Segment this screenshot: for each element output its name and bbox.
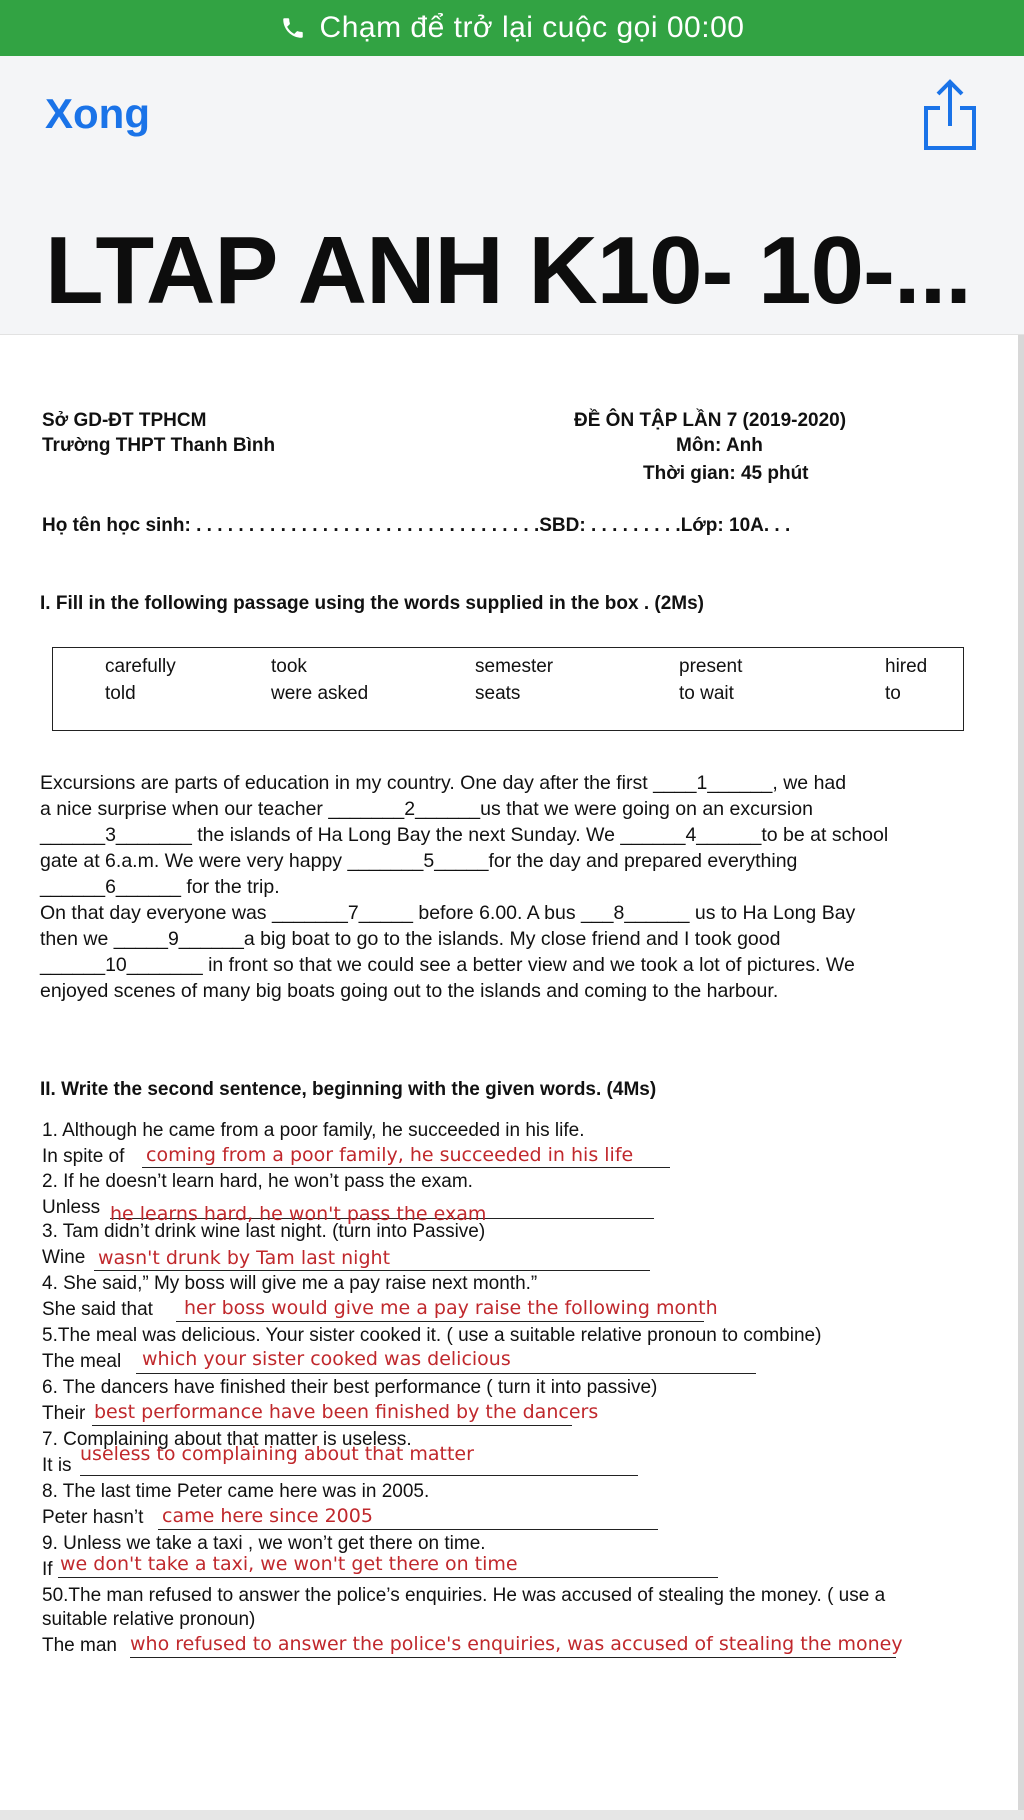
handwritten-answer: he learns hard, he won't pass the exam	[110, 1203, 487, 1225]
answer-line	[94, 1270, 650, 1271]
handwritten-answer: who refused to answer the police's enquiries, was accused of stealing the money	[130, 1633, 903, 1655]
header-school: Trường THPT Thanh Bình	[42, 435, 276, 456]
call-bar-text: Chạm để trở lại cuộc gọi 00:00	[319, 11, 745, 44]
header-dept: Sở GD-ĐT TPHCM	[42, 410, 207, 431]
word: took	[271, 656, 307, 677]
header-subject: Môn: Anh	[676, 435, 763, 456]
word: told	[105, 683, 136, 704]
share-icon[interactable]	[920, 76, 980, 152]
passage-line: a nice surprise when our teacher _______2______us that we were going on an excursion	[40, 798, 813, 820]
question-text: 8. The last time Peter came here was in 2005.	[42, 1481, 430, 1502]
passage-line: On that day everyone was _______7_____ before 6.00. A bus ___8______ us to Ha Long Bay	[40, 902, 856, 924]
word: to wait	[679, 683, 734, 704]
passage-line: then we _____9______a big boat to go to the islands. My close friend and I took good	[40, 928, 781, 950]
handwritten-answer: wasn't drunk by Tam last night	[98, 1247, 391, 1269]
question-text-cont: suitable relative pronoun)	[42, 1609, 256, 1630]
passage-line: ______3_______ the islands of Ha Long Bay the next Sunday. We ______4______to be at school	[40, 824, 889, 846]
phone-icon	[280, 15, 306, 41]
document-page[interactable]	[0, 335, 1024, 1820]
page-edge	[1018, 335, 1024, 1820]
answer-line	[80, 1475, 638, 1476]
question-text: 7. Complaining about that matter is useless.	[42, 1429, 412, 1450]
question-text: 1. Although he came from a poor family, he succeeded in his life.	[42, 1120, 585, 1141]
question-text: 6. The dancers have finished their best performance ( turn it into passive)	[42, 1377, 658, 1398]
word: seats	[475, 683, 521, 704]
answer-prefix: Peter hasn’t	[42, 1507, 144, 1528]
question-text: 3. Tam didn’t drink wine last night. (turn into Passive)	[42, 1221, 486, 1242]
answer-prefix: It is	[42, 1455, 72, 1476]
handwritten-answer: best performance have been finished by the dancers	[94, 1401, 599, 1423]
answer-line	[130, 1657, 896, 1658]
handwritten-answer: useless to complaining about that matter	[80, 1443, 474, 1465]
word: hired	[885, 656, 928, 677]
return-to-call-bar[interactable]	[0, 0, 1024, 56]
word-box	[52, 647, 964, 731]
question-text: 4. She said,” My boss will give me a pay raise next month.”	[42, 1273, 538, 1294]
handwritten-answer: coming from a poor family, he succeeded in his life	[146, 1144, 634, 1166]
handwritten-answer: we don't take a taxi, we won't get there on time	[60, 1553, 518, 1575]
answer-line	[142, 1167, 670, 1168]
header-time: Thời gian: 45 phút	[643, 463, 809, 484]
answer-line	[136, 1373, 756, 1374]
answer-prefix: Unless	[42, 1197, 101, 1218]
word: semester	[475, 656, 554, 677]
answer-prefix: The meal	[42, 1351, 122, 1372]
header-exam: ĐỀ ÔN TẬP LẦN 7 (2019-2020)	[574, 410, 847, 431]
part2-heading: II. Write the second sentence, beginning with the given words. (4Ms)	[40, 1079, 657, 1100]
part1-heading: I. Fill in the following passage using the words supplied in the box . (2Ms)	[40, 593, 704, 614]
student-info-line: Họ tên học sinh: . . . . . . . . . . . . . . . . . . . . . . . . . . . . . . . . .SBD: . . . . . . . . .Lớp: 10A. . .	[42, 515, 791, 536]
answer-prefix: She said that	[42, 1299, 153, 1320]
passage-line: gate at 6.a.m. We were very happy _______5_____for the day and prepared everything	[40, 850, 798, 872]
passage-line: ______10_______ in front so that we could see a better view and we took a lot of pictures. We	[40, 954, 855, 976]
document-title: LTAP ANH K10- 10-...	[45, 217, 971, 324]
word: to	[885, 683, 901, 704]
handwritten-answer: her boss would give me a pay raise the following month	[184, 1297, 718, 1319]
passage-line: Excursions are parts of education in my country. One day after the first ____1______, we had	[40, 772, 847, 794]
word: were asked	[271, 683, 369, 704]
word: present	[679, 656, 743, 677]
page-bottom-edge	[0, 1810, 1024, 1820]
question-text: 9. Unless we take a taxi , we won’t get there on time.	[42, 1533, 486, 1554]
answer-line	[176, 1321, 704, 1322]
handwritten-answer: came here since 2005	[162, 1505, 373, 1527]
passage-line: enjoyed scenes of many big boats going out to the islands and coming to the harbour.	[40, 980, 779, 1002]
answer-prefix: The man	[42, 1635, 117, 1656]
handwritten-answer: which your sister cooked was delicious	[142, 1348, 511, 1370]
word: carefully	[105, 656, 176, 677]
question-text: 2. If he doesn’t learn hard, he won’t pass the exam.	[42, 1171, 473, 1192]
answer-prefix: If	[42, 1559, 53, 1580]
answer-prefix: In spite of	[42, 1146, 125, 1167]
navigation-header	[0, 56, 1024, 335]
answer-line	[92, 1425, 572, 1426]
done-button[interactable]: Xong	[45, 90, 150, 137]
answer-prefix: Wine	[42, 1247, 86, 1268]
passage-line: ______6______ for the trip.	[40, 876, 280, 898]
answer-line	[58, 1577, 718, 1578]
question-text: 5.The meal was delicious. Your sister cooked it. ( use a suitable relative pronoun to combine)	[42, 1325, 822, 1346]
answer-line	[158, 1529, 658, 1530]
answer-prefix: Their	[42, 1403, 86, 1424]
question-text: 50.The man refused to answer the police’s enquiries. He was accused of stealing the money. ( use a	[42, 1585, 886, 1606]
